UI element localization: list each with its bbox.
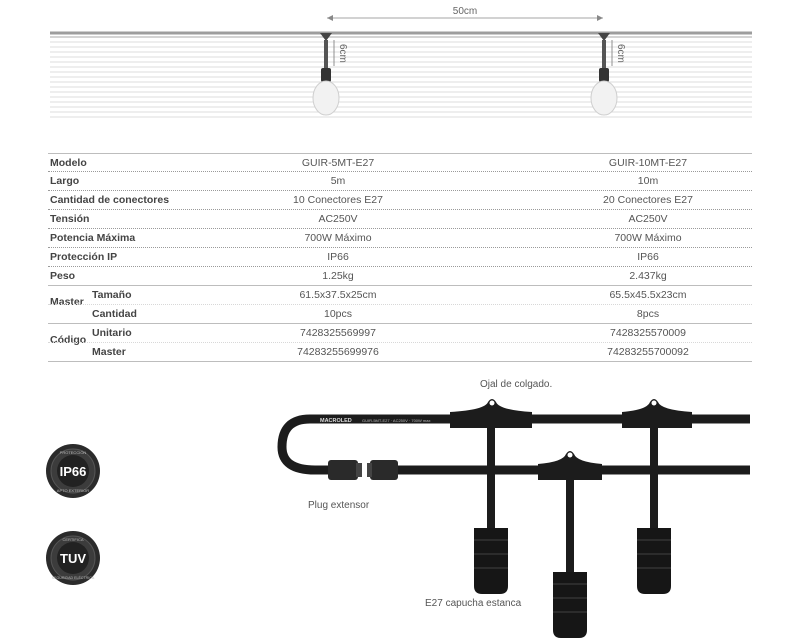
pendant-1 (450, 399, 532, 594)
plug-extensor (328, 460, 398, 480)
value-model-2: IP66 (637, 251, 659, 263)
value-model-2: AC250V (628, 213, 668, 225)
master-group (48, 286, 752, 324)
top-string-diagram (0, 0, 800, 140)
row-label: Tensión (50, 213, 90, 225)
value-model-2: 700W Máximo (614, 232, 682, 244)
tuv-badge-bottom-text: SEGURIDAD ELÉCTRICA (51, 576, 95, 580)
row-label: Largo (50, 175, 80, 187)
table-row (48, 286, 752, 305)
pendant-2 (538, 451, 602, 638)
row-label: Protección IP (50, 251, 118, 263)
callout-socket: E27 capucha estanca (425, 598, 522, 609)
drop-label-left: 6cm (337, 44, 348, 63)
tuv-badge-title: TUV (60, 551, 86, 566)
table-row (48, 191, 752, 210)
value-model-2: 10m (637, 175, 659, 187)
value-model-1: 7428325569997 (300, 327, 376, 339)
dimension-arrow-left (327, 15, 333, 21)
row-label: Potencia Máxima (50, 232, 136, 244)
value-model-1: 1.25kg (322, 270, 354, 282)
table-row (48, 324, 752, 343)
left-bulb-drop (313, 33, 339, 115)
callout-hanger: Ojal de colgado. (480, 379, 553, 390)
table-row (48, 229, 752, 248)
sub-row-label: Master (92, 346, 126, 358)
table-row (48, 248, 752, 267)
ip66-badge-bottom-text: APTO EXTERIOR (56, 488, 90, 493)
row-label: Peso (50, 270, 76, 282)
master-group-label: Master (50, 296, 84, 308)
tuv-badge-top-text: CERTIFICA (62, 537, 84, 542)
tuv-badge (45, 530, 101, 586)
value-model-1: 10pcs (323, 308, 353, 320)
value-model-2: 65.5x45.5x23cm (609, 289, 687, 301)
codigo-group-label: Código (50, 334, 87, 346)
product-diagram (270, 372, 770, 641)
ip66-badge-top-text: PROTECCIÓN (59, 450, 87, 455)
value-model-1: GUIR-5MT-E27 (301, 157, 375, 169)
codigo-group (48, 324, 752, 362)
drop-label-right: 6cm (615, 44, 626, 63)
table-row (48, 153, 752, 172)
spec-table (48, 153, 752, 362)
row-label: Cantidad de conectores (50, 194, 170, 206)
cable-print: GUIR-5MT-E27 · AC250V · 700W max (362, 418, 431, 423)
value-model-2: 7428325570009 (610, 327, 686, 339)
value-model-1: 700W Máximo (304, 232, 372, 244)
value-model-1: IP66 (327, 251, 349, 263)
value-model-2: 8pcs (636, 308, 660, 320)
right-bulb-drop (591, 33, 617, 115)
sub-row-label: Tamaño (92, 289, 132, 301)
table-row (48, 210, 752, 229)
dimension-arrow-right (597, 15, 603, 21)
value-model-1: AC250V (318, 213, 358, 225)
table-row (48, 305, 752, 324)
value-model-1: 74283255699976 (297, 346, 379, 358)
cable-brand: MACROLED (320, 418, 352, 424)
value-model-1: 10 Conectores E27 (293, 194, 383, 206)
background-stripes (50, 42, 752, 117)
value-model-1: 61.5x37.5x25cm (299, 289, 377, 301)
row-label: Modelo (50, 157, 87, 169)
table-row (48, 267, 752, 286)
table-row (48, 172, 752, 191)
value-model-2: 20 Conectores E27 (603, 194, 693, 206)
ip66-badge (45, 443, 101, 499)
table-row (48, 343, 752, 362)
value-model-2: 74283255700092 (607, 346, 689, 358)
value-model-1: 5m (330, 175, 346, 187)
pendant-3 (622, 399, 692, 594)
value-model-2: 2.437kg (629, 270, 667, 282)
ip66-badge-title: IP66 (59, 464, 87, 479)
sub-row-label: Cantidad (92, 308, 137, 320)
sub-row-label: Unitario (92, 327, 132, 339)
spacing-label: 50cm (452, 6, 478, 17)
value-model-2: GUIR-10MT-E27 (608, 157, 688, 169)
callout-plug: Plug extensor (308, 500, 370, 511)
